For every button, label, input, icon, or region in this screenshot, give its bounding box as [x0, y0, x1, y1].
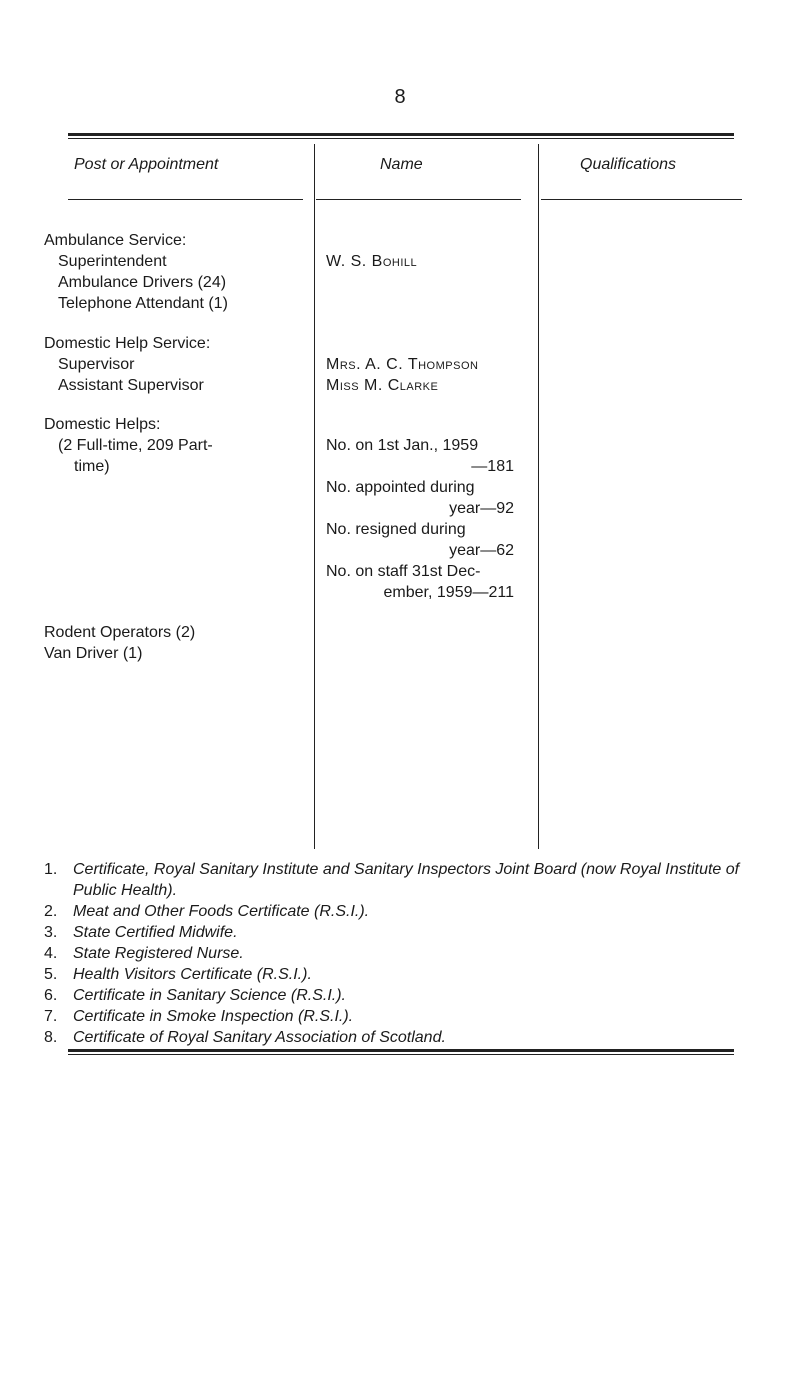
- column-divider-2: [538, 144, 539, 849]
- note-text: Certificate, Royal Sanitary Institute and Sanitary Inspectors Joint Board (now Royal Institute of Public Health).: [73, 861, 740, 899]
- note-text: Meat and Other Foods Certificate (R.S.I.).: [73, 903, 370, 920]
- name-supervisor: Mrs. A. C. Thompson: [326, 356, 479, 373]
- column-header-qualifications: Qualifications: [580, 156, 677, 173]
- name-assistant-supervisor: Miss M. Clarke: [326, 377, 439, 394]
- table-top-rule-thin: [68, 138, 734, 139]
- column-header-post: Post or Appointment: [74, 156, 219, 173]
- note-item: [44, 943, 744, 964]
- section-title-domestic-helps: Domestic Helps:: [44, 416, 161, 433]
- note-number: 3.: [44, 924, 58, 941]
- note-number: 7.: [44, 1008, 58, 1025]
- name-domestic-helps-line-8: ember, 1959—211: [383, 584, 514, 601]
- post-van-driver: Van Driver (1): [44, 645, 143, 662]
- post-supervisor: Supervisor: [58, 356, 135, 373]
- note-text: State Registered Nurse.: [73, 945, 244, 962]
- section-title-domestic-help-service: Domestic Help Service:: [44, 335, 211, 352]
- header-rule-post: [68, 199, 303, 200]
- name-domestic-helps-line-6: year—62: [449, 542, 514, 559]
- name-domestic-helps-line-2: —181: [471, 458, 514, 475]
- qualification-notes: [44, 859, 744, 1048]
- note-item: [44, 1027, 744, 1048]
- name-domestic-helps-line-5: No. resigned during: [326, 521, 466, 538]
- note-item: [44, 859, 744, 901]
- bottom-rule-thin: [68, 1054, 734, 1055]
- name-domestic-helps-line-7: No. on staff 31st Dec-: [326, 563, 481, 580]
- post-assistant-supervisor: Assistant Supervisor: [58, 377, 204, 394]
- column-divider-1: [314, 144, 315, 849]
- name-superintendent: W. S. Bohill: [326, 253, 418, 270]
- name-domestic-helps-line-1: No. on 1st Jan., 1959: [326, 437, 479, 454]
- post-domestic-helps-line-1: (2 Full-time, 209 Part-: [58, 437, 213, 454]
- note-number: 8.: [44, 1029, 58, 1046]
- note-text: Certificate of Royal Sanitary Association of Scotland.: [73, 1029, 446, 1046]
- post-rodent-operators: Rodent Operators (2): [44, 624, 196, 641]
- note-text: Certificate in Smoke Inspection (R.S.I.).: [73, 1008, 354, 1025]
- note-number: 1.: [44, 861, 58, 878]
- note-text: Health Visitors Certificate (R.S.I.).: [73, 966, 312, 983]
- section-title-ambulance: Ambulance Service:: [44, 232, 187, 249]
- note-item: [44, 901, 744, 922]
- header-rule-qualifications: [541, 199, 742, 200]
- post-domestic-helps-line-2: time): [74, 458, 110, 475]
- note-number: 2.: [44, 903, 58, 920]
- post-superintendent: Superintendent: [58, 253, 167, 270]
- note-number: 5.: [44, 966, 58, 983]
- note-item: [44, 964, 744, 985]
- note-item: [44, 985, 744, 1006]
- note-number: 4.: [44, 945, 58, 962]
- note-text: State Certified Midwife.: [73, 924, 238, 941]
- post-telephone-attendant: Telephone Attendant (1): [58, 295, 228, 312]
- bottom-rule: [68, 1049, 734, 1052]
- note-item: [44, 922, 744, 943]
- column-header-name: Name: [380, 156, 423, 173]
- note-number: 6.: [44, 987, 58, 1004]
- post-ambulance-drivers: Ambulance Drivers (24): [58, 274, 227, 291]
- page-number: 8: [394, 86, 406, 108]
- table-top-rule: [68, 133, 734, 136]
- note-text: Certificate in Sanitary Science (R.S.I.).: [73, 987, 346, 1004]
- name-domestic-helps-line-4: year—92: [449, 500, 514, 517]
- header-rule-name: [316, 199, 521, 200]
- name-domestic-helps-line-3: No. appointed during: [326, 479, 475, 496]
- note-item: [44, 1006, 744, 1027]
